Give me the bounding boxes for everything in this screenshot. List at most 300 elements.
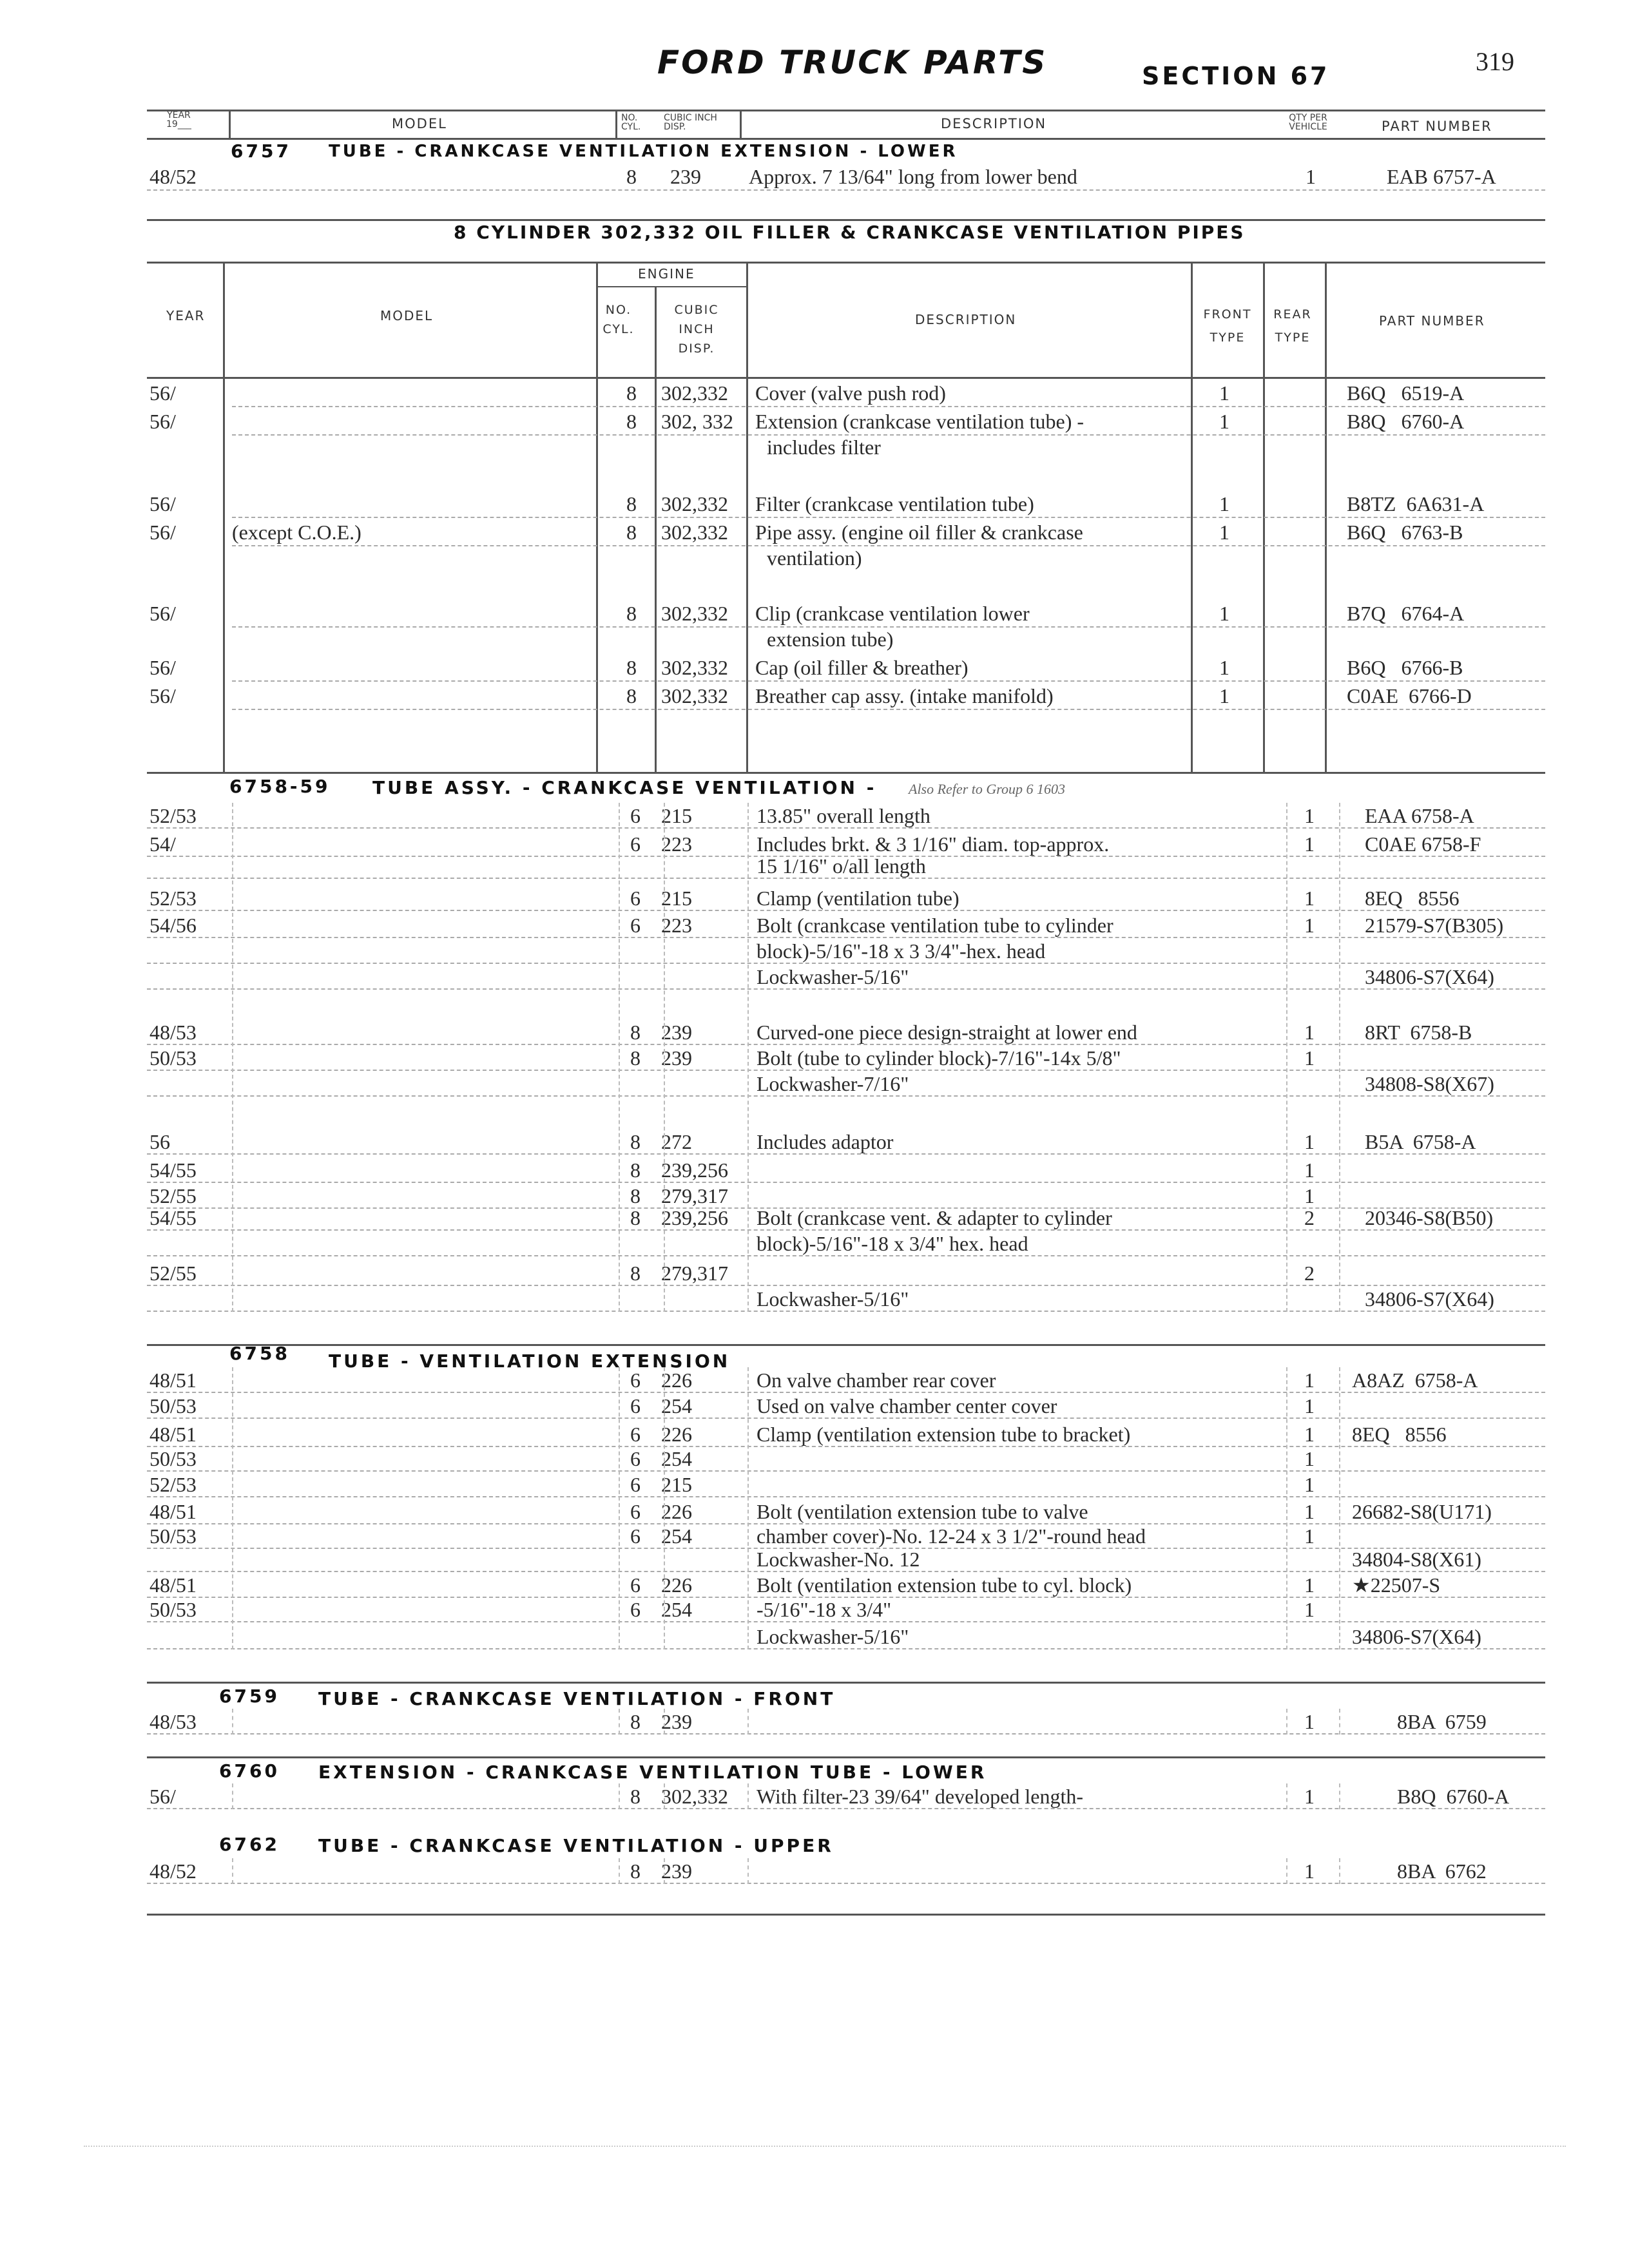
col-divider bbox=[619, 1367, 620, 1649]
description-cell: block)-5/16"-18 x 3/4" hex. head bbox=[757, 1232, 1028, 1255]
year-cell: 48/51 bbox=[149, 1369, 197, 1392]
year-cell: 48/51 bbox=[149, 1423, 197, 1446]
qty-cell: 1 bbox=[1304, 1524, 1315, 1548]
page-bottom-rule bbox=[147, 1914, 1545, 1916]
year-cell: 48/52 bbox=[149, 165, 197, 188]
col-divider bbox=[1286, 1858, 1287, 1884]
v8-table-bottom-rule bbox=[147, 772, 1545, 774]
group-number-6759: 6759 bbox=[219, 1686, 280, 1707]
table-row bbox=[0, 1019, 1629, 1045]
row-rule bbox=[147, 910, 1545, 911]
group-title-6762: TUBE - CRANKCASE VENTILATION - UPPER bbox=[318, 1835, 834, 1856]
part-number-cell: ★22507-S bbox=[1352, 1573, 1441, 1597]
v8-header-rear: REAR TYPE bbox=[1273, 307, 1312, 345]
cyl-cell: 8 bbox=[630, 1130, 641, 1153]
col-header-cubic: CUBIC INCH DISP. bbox=[664, 113, 717, 132]
cyl-cell: 8 bbox=[626, 410, 637, 433]
cyl-cell: 6 bbox=[630, 1447, 641, 1470]
row-rule bbox=[147, 878, 1545, 879]
year-cell: 56/ bbox=[149, 492, 176, 515]
description-cell: Includes adaptor bbox=[757, 1130, 894, 1153]
year-cell: 52/55 bbox=[149, 1184, 197, 1207]
col-header-description: DESCRIPTION bbox=[941, 116, 1047, 131]
part-number-cell: 8BA 6762 bbox=[1397, 1860, 1487, 1883]
row-rule bbox=[232, 545, 1545, 546]
cid-cell: 239,256 bbox=[661, 1158, 728, 1182]
description-cell: Breather cap assy. (intake manifold) bbox=[755, 684, 1054, 707]
cid-cell: 302,332 bbox=[661, 684, 728, 707]
cid-cell: 226 bbox=[661, 1500, 692, 1523]
table-row bbox=[0, 491, 1629, 517]
qty-cell: 1 bbox=[1304, 1473, 1315, 1496]
part-number-cell: 34806-S7(X64) bbox=[1365, 1287, 1494, 1311]
col-divider bbox=[619, 803, 620, 1312]
engine-header-rule bbox=[596, 286, 748, 287]
col-divider bbox=[232, 803, 233, 1312]
cyl-cell: 6 bbox=[630, 1573, 641, 1597]
year-cell: 48/53 bbox=[149, 1710, 197, 1733]
col-divider bbox=[664, 1367, 665, 1649]
part-number-cell: 20346-S8(B50) bbox=[1365, 1206, 1494, 1229]
description-cell: block)-5/16"-18 x 3 3/4"-hex. head bbox=[757, 939, 1046, 963]
v8-header-no-cyl: NO. CYL. bbox=[602, 303, 635, 336]
group-number-6757: 6757 bbox=[231, 140, 291, 162]
description-cell: Bolt (crankcase ventilation tube to cylinder bbox=[757, 914, 1113, 937]
cyl-cell: 8 bbox=[630, 1021, 641, 1044]
cyl-cell: 8 bbox=[626, 684, 637, 707]
table-row bbox=[0, 1129, 1629, 1155]
front-type-cell: 1 bbox=[1219, 381, 1229, 405]
col-divider bbox=[747, 1783, 749, 1809]
cyl-cell: 6 bbox=[630, 887, 641, 910]
table-row bbox=[0, 1472, 1629, 1497]
description-cell: Bolt (ventilation extension tube to cyl. block) bbox=[757, 1573, 1132, 1597]
description-cell: Lockwasher-No. 12 bbox=[757, 1548, 920, 1571]
part-number-cell: C0AE 6766-D bbox=[1347, 684, 1472, 707]
col-divider bbox=[232, 1783, 233, 1809]
row-rule bbox=[147, 1808, 1545, 1809]
cid-cell: 223 bbox=[661, 832, 692, 856]
section-rule bbox=[147, 219, 1545, 221]
table-row bbox=[0, 655, 1629, 680]
v8-header-year: YEAR bbox=[166, 308, 206, 323]
cid-cell: 272 bbox=[661, 1130, 692, 1153]
table-row bbox=[0, 938, 1629, 964]
description-cell: 13.85" overall length bbox=[757, 804, 930, 827]
row-rule bbox=[147, 1311, 1545, 1312]
cid-cell: 239 bbox=[670, 165, 701, 188]
group-title-6758-59: TUBE ASSY. - CRANKCASE VENTILATION - bbox=[372, 777, 877, 798]
table-row bbox=[0, 1393, 1629, 1419]
description-cont-cell: ventilation) bbox=[767, 546, 862, 570]
table-row bbox=[0, 1709, 1629, 1735]
col-divider bbox=[232, 1367, 233, 1649]
year-cell: 56 bbox=[149, 1130, 170, 1153]
qty-cell: 1 bbox=[1304, 804, 1315, 827]
col-divider bbox=[1339, 803, 1340, 1312]
cid-cell: 215 bbox=[661, 1473, 692, 1496]
col-divider bbox=[1286, 803, 1287, 1312]
col-divider bbox=[747, 1709, 749, 1735]
col-divider bbox=[1339, 1367, 1340, 1649]
description-cell: 15 1/16" o/all length bbox=[757, 854, 926, 878]
year-cell: 56/ bbox=[149, 684, 176, 707]
col-divider bbox=[1339, 1858, 1340, 1884]
cid-cell: 254 bbox=[661, 1598, 692, 1621]
col-divider bbox=[232, 1709, 233, 1735]
cid-cell: 302, 332 bbox=[661, 410, 733, 433]
cyl-cell: 6 bbox=[630, 1598, 641, 1621]
col-divider bbox=[740, 111, 742, 138]
cid-cell: 215 bbox=[661, 804, 692, 827]
table-row bbox=[0, 1597, 1629, 1622]
row-rule bbox=[232, 626, 1545, 628]
qty-cell: 2 bbox=[1304, 1206, 1315, 1229]
year-cell: 56/ bbox=[149, 1785, 176, 1808]
cid-cell: 239 bbox=[661, 1710, 692, 1733]
front-type-cell: 1 bbox=[1219, 492, 1229, 515]
row-rule bbox=[147, 988, 1545, 990]
v8-header-cubic: CUBIC INCH DISP. bbox=[674, 303, 719, 356]
year-cell: 54/55 bbox=[149, 1206, 197, 1229]
row-rule bbox=[147, 1648, 1545, 1649]
table-row bbox=[0, 1260, 1629, 1286]
group-number-6762: 6762 bbox=[219, 1834, 280, 1855]
table-row bbox=[0, 885, 1629, 911]
table-row bbox=[0, 1071, 1629, 1097]
row-rule bbox=[147, 189, 1545, 191]
part-number-cell: B6Q 6763-B bbox=[1347, 521, 1463, 544]
description-cell: Bolt (crankcase vent. & adapter to cylinder bbox=[757, 1206, 1112, 1229]
cyl-cell: 8 bbox=[626, 521, 637, 544]
section-rule bbox=[147, 1344, 1545, 1346]
row-rule bbox=[232, 709, 1545, 710]
year-cell: 52/53 bbox=[149, 1473, 197, 1496]
row-rule bbox=[232, 680, 1545, 682]
part-number-cell: B6Q 6766-B bbox=[1347, 656, 1463, 679]
part-number-cell: 34806-S7(X64) bbox=[1365, 965, 1494, 988]
cyl-cell: 6 bbox=[630, 804, 641, 827]
description-cell: Used on valve chamber center cover bbox=[757, 1394, 1057, 1418]
front-type-cell: 1 bbox=[1219, 521, 1229, 544]
qty-cell: 1 bbox=[1304, 1500, 1315, 1523]
year-cell: 52/53 bbox=[149, 887, 197, 910]
table-row bbox=[0, 1858, 1629, 1884]
cyl-cell: 8 bbox=[626, 492, 637, 515]
cyl-cell: 6 bbox=[630, 1369, 641, 1392]
cid-cell: 302,332 bbox=[661, 521, 728, 544]
year-cell: 48/53 bbox=[149, 1021, 197, 1044]
description-cont-cell: includes filter bbox=[767, 436, 881, 459]
col-header-qty: QTY PER VEHICLE bbox=[1289, 113, 1327, 132]
table-row bbox=[0, 380, 1629, 406]
part-number-cell: EAA 6758-A bbox=[1365, 804, 1474, 827]
cid-cell: 226 bbox=[661, 1369, 692, 1392]
row-rule bbox=[147, 1418, 1545, 1419]
cyl-cell: 8 bbox=[630, 1262, 641, 1285]
col-divider bbox=[619, 1709, 620, 1735]
table-row bbox=[0, 683, 1629, 709]
table-row bbox=[0, 1286, 1629, 1312]
description-cont-cell: extension tube) bbox=[767, 628, 894, 651]
table-row bbox=[0, 1572, 1629, 1598]
description-cell: Curved-one piece design-straight at lower end bbox=[757, 1021, 1137, 1044]
description-cell: Bolt (ventilation extension tube to valve bbox=[757, 1500, 1088, 1523]
cyl-cell: 8 bbox=[626, 656, 637, 679]
table-row bbox=[0, 1157, 1629, 1183]
description-cell: Filter (crankcase ventilation tube) bbox=[755, 492, 1034, 515]
row-rule bbox=[232, 434, 1545, 436]
v8-header-model: MODEL bbox=[380, 308, 434, 323]
front-type-cell: 1 bbox=[1219, 684, 1229, 707]
v8-table-header-rule bbox=[147, 377, 1545, 379]
qty-cell: 1 bbox=[1304, 1598, 1315, 1621]
year-cell: 50/53 bbox=[149, 1524, 197, 1548]
col-divider bbox=[747, 803, 749, 1312]
qty-cell: 1 bbox=[1304, 1860, 1315, 1883]
scan-artifact-line bbox=[84, 2146, 1566, 2147]
part-number-cell: B8TZ 6A631-A bbox=[1347, 492, 1485, 515]
part-number-cell: 21579-S7(B305) bbox=[1365, 914, 1504, 937]
cid-cell: 302,332 bbox=[661, 492, 728, 515]
cid-cell: 239 bbox=[661, 1021, 692, 1044]
table-row bbox=[0, 1205, 1629, 1231]
qty-cell: 1 bbox=[1306, 165, 1316, 188]
cid-cell: 254 bbox=[661, 1447, 692, 1470]
group-title-6760: EXTENSION - CRANKCASE VENTILATION TUBE - LOWER bbox=[318, 1762, 987, 1783]
description-cell: Lockwasher-5/16" bbox=[757, 1287, 909, 1311]
qty-cell: 1 bbox=[1304, 914, 1315, 937]
qty-cell: 1 bbox=[1304, 887, 1315, 910]
row-rule bbox=[232, 406, 1545, 407]
page-number: 319 bbox=[1476, 47, 1514, 76]
cid-cell: 239 bbox=[661, 1860, 692, 1883]
part-number-cell: B8Q 6760-A bbox=[1397, 1785, 1510, 1808]
part-number-cell: EAB 6757-A bbox=[1387, 165, 1496, 188]
table-row bbox=[0, 912, 1629, 938]
row-rule bbox=[147, 1883, 1545, 1884]
cid-cell: 226 bbox=[661, 1573, 692, 1597]
cyl-cell: 8 bbox=[630, 1785, 641, 1808]
cid-cell: 239 bbox=[661, 1046, 692, 1070]
row-rule bbox=[147, 827, 1545, 829]
v8-header-part-number: PART NUMBER bbox=[1379, 313, 1485, 329]
part-number-cell: B5A 6758-A bbox=[1365, 1130, 1476, 1153]
cyl-cell: 8 bbox=[630, 1184, 641, 1207]
table-row bbox=[0, 1523, 1629, 1549]
part-number-cell: B7Q 6764-A bbox=[1347, 602, 1465, 625]
section-rule bbox=[147, 1682, 1545, 1684]
v8-header-front: FRONT TYPE bbox=[1203, 307, 1252, 345]
table-row bbox=[0, 1367, 1629, 1393]
qty-cell: 1 bbox=[1304, 1046, 1315, 1070]
qty-cell: 1 bbox=[1304, 1184, 1315, 1207]
cyl-cell: 6 bbox=[630, 1473, 641, 1496]
cyl-cell: 6 bbox=[630, 1423, 641, 1446]
part-number-cell: B6Q 6519-A bbox=[1347, 381, 1465, 405]
table-row bbox=[0, 1783, 1629, 1809]
cid-cell: 302,332 bbox=[661, 656, 728, 679]
description-cell: Pipe assy. (engine oil filler & crankcase bbox=[755, 521, 1083, 544]
year-cell: 48/51 bbox=[149, 1573, 197, 1597]
qty-cell: 1 bbox=[1304, 1369, 1315, 1392]
col-divider bbox=[1339, 1709, 1340, 1735]
part-number-cell: B8Q 6760-A bbox=[1347, 410, 1465, 433]
year-cell: 54/55 bbox=[149, 1158, 197, 1182]
table-row bbox=[0, 1546, 1629, 1572]
table-row bbox=[0, 519, 1629, 570]
cid-cell: 302,332 bbox=[661, 602, 728, 625]
group-number-6760: 6760 bbox=[219, 1760, 280, 1782]
part-number-cell: 8EQ 8556 bbox=[1352, 1423, 1447, 1446]
v8-table-title: 8 CYLINDER 302,332 OIL FILLER & CRANKCASE VENTILATION PIPES bbox=[454, 222, 1246, 243]
table-row bbox=[0, 803, 1629, 829]
year-cell: 52/53 bbox=[149, 804, 197, 827]
description-cell: Lockwasher-5/16" bbox=[757, 965, 909, 988]
v8-table-top-rule bbox=[147, 262, 1545, 264]
col-divider bbox=[1286, 1709, 1287, 1735]
cyl-cell: 8 bbox=[630, 1046, 641, 1070]
cyl-cell: 8 bbox=[626, 602, 637, 625]
header-top-rule bbox=[147, 110, 1545, 111]
part-number-cell: 26682-S8(U171) bbox=[1352, 1500, 1492, 1523]
qty-cell: 1 bbox=[1304, 1423, 1315, 1446]
v8-header-description: DESCRIPTION bbox=[915, 312, 1017, 327]
qty-cell: 1 bbox=[1304, 1394, 1315, 1418]
table-row bbox=[0, 1499, 1629, 1524]
group-number-6758: 6758 bbox=[229, 1343, 290, 1364]
year-cell: 50/53 bbox=[149, 1394, 197, 1418]
cyl-cell: 8 bbox=[626, 381, 637, 405]
description-cell: Cap (oil filler & breather) bbox=[755, 656, 969, 679]
col-header-cyl: NO. CYL. bbox=[621, 113, 641, 132]
year-cell: 50/53 bbox=[149, 1046, 197, 1070]
row-rule bbox=[147, 1153, 1545, 1155]
table-row bbox=[0, 601, 1629, 651]
front-type-cell: 1 bbox=[1219, 410, 1229, 433]
qty-cell: 1 bbox=[1304, 1785, 1315, 1808]
table-row bbox=[0, 1421, 1629, 1447]
row-rule bbox=[147, 1621, 1545, 1622]
front-type-cell: 1 bbox=[1219, 602, 1229, 625]
cyl-cell: 6 bbox=[630, 832, 641, 856]
cyl-cell: 8 bbox=[630, 1206, 641, 1229]
group-note-6758-59: Also Refer to Group 6 1603 bbox=[909, 781, 1065, 797]
description-cell: Bolt (tube to cylinder block)-7/16"-14x 5/8" bbox=[757, 1046, 1121, 1070]
col-divider bbox=[747, 1367, 749, 1649]
year-cell: 56/ bbox=[149, 381, 176, 405]
description-cell: Approx. 7 13/64" long from lower bend bbox=[749, 165, 1077, 188]
cyl-cell: 8 bbox=[630, 1158, 641, 1182]
qty-cell: 1 bbox=[1304, 1573, 1315, 1597]
cyl-cell: 6 bbox=[630, 1524, 641, 1548]
row-rule bbox=[147, 1255, 1545, 1256]
cid-cell: 215 bbox=[661, 887, 692, 910]
part-number-cell: 34806-S7(X64) bbox=[1352, 1625, 1481, 1648]
description-cell: On valve chamber rear cover bbox=[757, 1369, 996, 1392]
cid-cell: 279,317 bbox=[661, 1262, 728, 1285]
description-cell: Includes brkt. & 3 1/16" diam. top-approx. bbox=[757, 832, 1110, 856]
year-cell: 50/53 bbox=[149, 1598, 197, 1621]
row-rule bbox=[147, 1095, 1545, 1097]
description-cell: Clamp (ventilation tube) bbox=[757, 887, 959, 910]
cyl-cell: 8 bbox=[630, 1710, 641, 1733]
part-number-cell: C0AE 6758-F bbox=[1365, 832, 1481, 856]
col-divider bbox=[619, 1783, 620, 1809]
qty-cell: 1 bbox=[1304, 1710, 1315, 1733]
year-cell: 56/ bbox=[149, 410, 176, 433]
year-cell: 54/56 bbox=[149, 914, 197, 937]
description-cell: Clip (crankcase ventilation lower bbox=[755, 602, 1030, 625]
description-cell: With filter-23 39/64" developed length- bbox=[757, 1785, 1083, 1808]
qty-cell: 1 bbox=[1304, 1158, 1315, 1182]
part-number-cell: 8BA 6759 bbox=[1397, 1710, 1487, 1733]
v8-header-engine: ENGINE bbox=[638, 266, 695, 282]
row-rule bbox=[232, 517, 1545, 518]
col-divider bbox=[1286, 1367, 1287, 1649]
row-rule bbox=[147, 1733, 1545, 1735]
cid-cell: 223 bbox=[661, 914, 692, 937]
qty-cell: 1 bbox=[1304, 1447, 1315, 1470]
year-cell: 50/53 bbox=[149, 1447, 197, 1470]
group-number-6758-59: 6758-59 bbox=[229, 776, 331, 797]
model-cell: (except C.O.E.) bbox=[232, 521, 361, 544]
section-rule bbox=[147, 1756, 1545, 1758]
year-cell: 52/55 bbox=[149, 1262, 197, 1285]
qty-cell: 1 bbox=[1304, 1021, 1315, 1044]
description-cell: chamber cover)-No. 12-24 x 3 1/2"-round head bbox=[757, 1524, 1146, 1548]
description-cell: -5/16"-18 x 3/4" bbox=[757, 1598, 892, 1621]
col-divider bbox=[1339, 1783, 1340, 1809]
cyl-cell: 8 bbox=[630, 1860, 641, 1883]
cyl-cell: 8 bbox=[626, 165, 637, 188]
table-row bbox=[0, 1624, 1629, 1649]
part-number-cell: 8EQ 8556 bbox=[1365, 887, 1460, 910]
cid-cell: 254 bbox=[661, 1394, 692, 1418]
section-label: SECTION 67 bbox=[1142, 62, 1330, 90]
group-title-6759: TUBE - CRANKCASE VENTILATION - FRONT bbox=[318, 1688, 836, 1709]
part-number-cell: 34804-S8(X61) bbox=[1352, 1548, 1481, 1571]
col-divider bbox=[664, 1709, 665, 1735]
cid-cell: 302,332 bbox=[661, 1785, 728, 1808]
col-divider bbox=[664, 803, 665, 1312]
cid-cell: 226 bbox=[661, 1423, 692, 1446]
year-cell: 54/ bbox=[149, 832, 176, 856]
description-cell: Lockwasher-5/16" bbox=[757, 1625, 909, 1648]
year-cell: 48/52 bbox=[149, 1860, 197, 1883]
year-cell: 48/51 bbox=[149, 1500, 197, 1523]
qty-cell: 1 bbox=[1304, 832, 1315, 856]
col-divider bbox=[664, 1858, 665, 1884]
description-cell: Cover (valve push rod) bbox=[755, 381, 946, 405]
table-row bbox=[0, 408, 1629, 459]
table-row bbox=[0, 964, 1629, 990]
group-title-6758: TUBE - VENTILATION EXTENSION bbox=[329, 1350, 731, 1372]
cid-cell: 279,317 bbox=[661, 1184, 728, 1207]
col-header-year: YEAR 19___ bbox=[166, 110, 191, 130]
qty-cell: 2 bbox=[1304, 1262, 1315, 1285]
year-cell: 56/ bbox=[149, 656, 176, 679]
part-number-cell: A8AZ 6758-A bbox=[1352, 1369, 1478, 1392]
table-row bbox=[0, 1446, 1629, 1472]
cid-cell: 239,256 bbox=[661, 1206, 728, 1229]
table-row bbox=[0, 853, 1629, 879]
cyl-cell: 6 bbox=[630, 1500, 641, 1523]
col-divider bbox=[232, 1858, 233, 1884]
table-row bbox=[0, 164, 1629, 189]
group-title-6757: TUBE - CRANKCASE VENTILATION EXTENSION - LOWER bbox=[329, 142, 958, 161]
year-cell: 56/ bbox=[149, 521, 176, 544]
